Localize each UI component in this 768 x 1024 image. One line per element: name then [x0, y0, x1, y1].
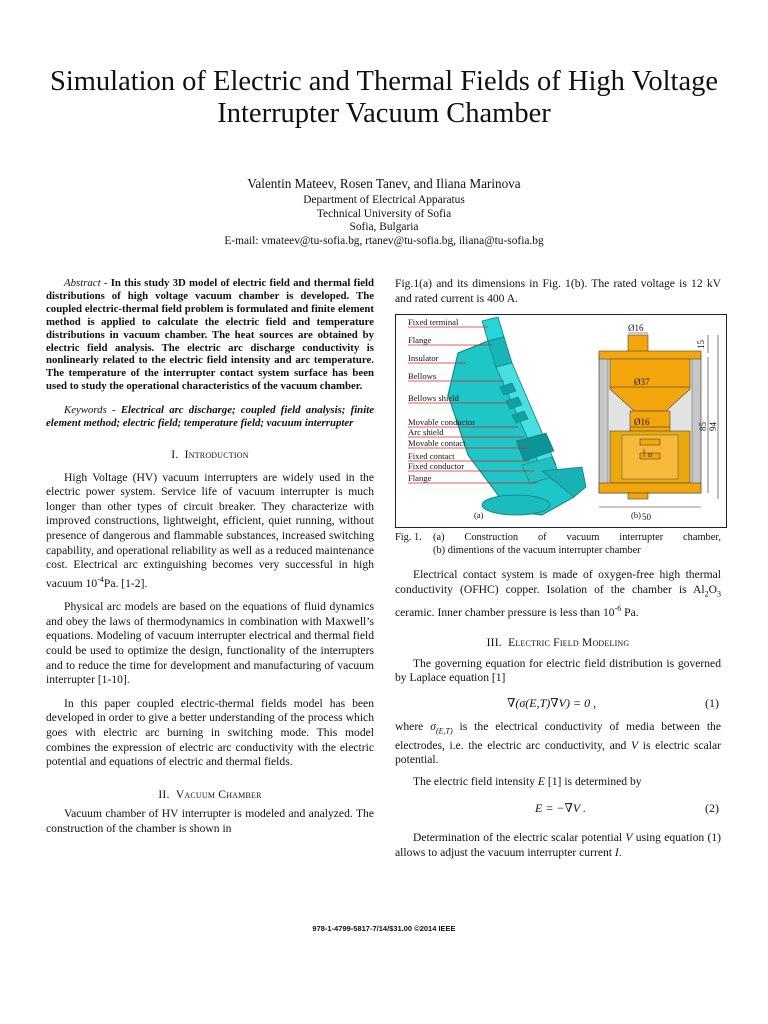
right-column-top: [395, 277, 721, 306]
subfigure-b-label: (b): [631, 510, 642, 520]
right-column-bottom: [395, 568, 721, 861]
label-fixed-terminal: Fixed terminal: [408, 317, 459, 327]
affiliation: [0, 194, 768, 248]
dim-diameter-37: Ø37: [634, 377, 650, 387]
contact-oxygen: O: [708, 582, 717, 596]
efield-paragraph-1: The governing equation for electric field distribution is governed by Laplace equation [1]: [395, 656, 721, 685]
efield-paragraph-3: [395, 775, 721, 790]
chamber-dimension-drawing: [599, 335, 701, 499]
affiliation-university: Technical University of Sofia: [316, 207, 452, 220]
affiliation-city: Sofia, Bulgaria: [349, 221, 419, 234]
paper-title: Simulation of Electric and Thermal Fields of High Voltage Interrupter Vacuum Chamber: [49, 66, 719, 129]
label-fixed-contact: Fixed contact: [408, 451, 455, 461]
contact-exponent: -6: [614, 603, 622, 613]
label-bellows-shield: Bellows shield: [408, 393, 459, 403]
equation-1: [395, 686, 721, 720]
contact-paragraph: [395, 568, 721, 620]
equation-2: [395, 789, 721, 827]
efield-p2-text: where: [395, 719, 431, 733]
keywords-label: Keywords -: [64, 404, 116, 417]
section-heading-introduction: [46, 448, 374, 463]
label-fixed-conductor: Fixed conductor: [408, 461, 465, 471]
contact-text-3: Pa.: [621, 605, 639, 619]
caption-part-a: (a) Construction of vacuum interrupter chamber,: [433, 532, 721, 543]
v-symbol: V: [625, 831, 633, 845]
label-insulator: Insulator: [408, 353, 439, 363]
efield-p2-text-3: is electric scalar potential.: [395, 738, 721, 767]
left-column: [46, 277, 374, 836]
dim-diameter-16-top: Ø16: [628, 323, 644, 333]
abstract-text: In this study 3D model of electric field and thermal field distributions of high voltage vacuum chamber is developed. The coupled electric-thermal field problem is formulated and finite element method is applied to calculate the electric field and temperature distributions in vacuum chamber. The heat sources are obtained by electric field analysis. The electric arc discharge conductivity is nonlinearly related to the electric field intensity and arc temperature. The temperature of the interrupter contact system surface has been used to study the operational characteristics of the vacuum chamber.: [46, 277, 374, 393]
section-heading-vacuum-chamber: [46, 788, 374, 803]
section-title: Introduction: [184, 447, 249, 461]
equation-1-body: ∇(σ(E,T)∇V) = 0 ,: [507, 695, 597, 710]
intro-p1-exponent: -4: [97, 574, 104, 584]
efield-p2-text-2: is the electrical conductivity of media between the electrodes, i.e. the electric arc conductivity, and: [395, 719, 721, 752]
affiliation-dept: Department of Electrical Apparatus: [303, 194, 465, 206]
label-movable-contact: Movable contact: [408, 438, 466, 448]
keywords: [46, 404, 374, 430]
vacuum-paragraph-1: Vacuum chamber of HV interrupter is modeled and analyzed. The construction of the chamber is shown in: [46, 807, 374, 835]
dim-contact-gap: D: [648, 453, 653, 459]
abstract-label: Abstract -: [64, 277, 108, 289]
label-flange-top: Flange: [408, 335, 432, 345]
abstract: [46, 277, 374, 393]
equation-2-body: E = −∇V .: [535, 801, 587, 816]
author-list: Valentin Mateev, Rosen Tanev, and Iliana Marinova: [247, 176, 521, 191]
e-symbol: E: [537, 774, 545, 788]
contact-sub-1: 2: [704, 588, 709, 598]
dim-height-94: 94: [708, 422, 718, 431]
label-movable-conductor: Movable conductor: [408, 417, 476, 427]
affiliation-email: E-mail: vmateev@tu-sofia.bg, rtanev@tu-sofia.bg, iliana@tu-sofia.bg: [224, 234, 544, 247]
dim-diameter-16-mid: Ø16: [634, 417, 650, 427]
intro-paragraph-1: [46, 471, 374, 592]
section-number: III.: [486, 635, 502, 649]
sigma-subscript: (E,T): [435, 726, 453, 736]
label-arc-shield: Arc shield: [408, 427, 444, 437]
section-heading-electric-field: [395, 636, 721, 651]
sigma-symbol: σ: [430, 719, 436, 733]
section-title: Vacuum Chamber: [175, 787, 262, 801]
v-symbol: V: [631, 738, 639, 752]
i-symbol: I: [614, 846, 619, 860]
figure-1-caption: [395, 532, 721, 557]
section-number: I.: [171, 447, 179, 461]
section-number: II.: [158, 787, 170, 801]
efield-p3-text: The electric field intensity: [413, 774, 538, 788]
label-flange-bottom: Flange: [408, 473, 432, 483]
contact-text-2: ceramic. Inner chamber pressure is less than 10: [395, 605, 615, 619]
intro-paragraph-2: Physical arc models are based on the equations of fluid dynamics and obey the laws of thermodynamics in combination with Maxwell’s equations. Modeling of vacuum interrupter electrical and thermal field could be used to optimize the design, functionality of the interrupters and to reduce the time for development and manufacturing of vacuum interrupter [1-10].: [46, 600, 374, 687]
efield-p4-text: Determination of the electric scalar potential: [413, 831, 626, 845]
equation-1-number: (1): [705, 695, 719, 710]
copyright-footer: 978-1-4799-5817-7/14/$31.00 ©2014 IEEE: [312, 924, 456, 933]
contact-sub-2: 3: [717, 588, 721, 598]
efield-paragraph-2: [395, 720, 721, 768]
keywords-text: Electrical arc discharge; coupled field analysis; finite element method; electric field; temperature field; vacuum interrupter: [46, 404, 374, 430]
chamber-3d-model: [448, 317, 586, 515]
dim-height-15: 15: [696, 340, 706, 349]
label-bellows: Bellows: [408, 371, 437, 381]
efield-p4-text-2: using equation (1) allows to adjust the vacuum interrupter current: [395, 831, 721, 860]
dim-height-85: 85: [698, 422, 708, 431]
intro-p1-text: High Voltage (HV) vacuum interrupters are widely used in the electric power system. Service life of vacuum interrupter is much longer than other types of circuit breaker. They characterize with improved constructions, lightweight, efficient, quiet running, without presence of dangerous and flammable substances, increased switching capability, and operational reliability as well as a reduced maintenance cost. Electrical arc extinguishing becomes very successful in high vacuum 10: [46, 470, 374, 590]
caption-label: Fig. 1.: [395, 532, 422, 543]
intro-paragraph-3: In this paper coupled electric-thermal fields model has been developed in order to give a better understanding of the process which goes with electric arc burning in switching mode. This model combines the expression of electric arc conductivity with the electric potential and equations of electric and thermal fields.: [46, 696, 374, 769]
caption-part-b: (b) dimentions of the vacuum interrupter chamber: [433, 544, 641, 556]
intro-p1-tail: Pa. [1-2].: [103, 576, 148, 590]
vacuum-paragraph-1-continued: Fig.1(a) and its dimensions in Fig. 1(b). The rated voltage is 12 kV and rated current is 400 A.: [395, 277, 721, 305]
contact-text: Electrical contact system is made of oxygen-free high thermal conductivity (OFHC) copper. Isolation of the chamber is Al: [395, 568, 721, 596]
equation-2-number: (2): [705, 801, 719, 816]
figure-1-drawing: [396, 315, 726, 527]
subfigure-a-label: (a): [474, 510, 484, 520]
efield-p3-text-2: [1] is determined by: [545, 774, 642, 788]
figure-1: [395, 314, 727, 528]
efield-paragraph-4: [395, 831, 721, 860]
section-title: Electric Field Modeling: [508, 635, 630, 649]
dim-width-50: 50: [642, 512, 651, 522]
caption-line-1: [395, 532, 721, 545]
efield-p4-text-3: .: [618, 846, 622, 860]
